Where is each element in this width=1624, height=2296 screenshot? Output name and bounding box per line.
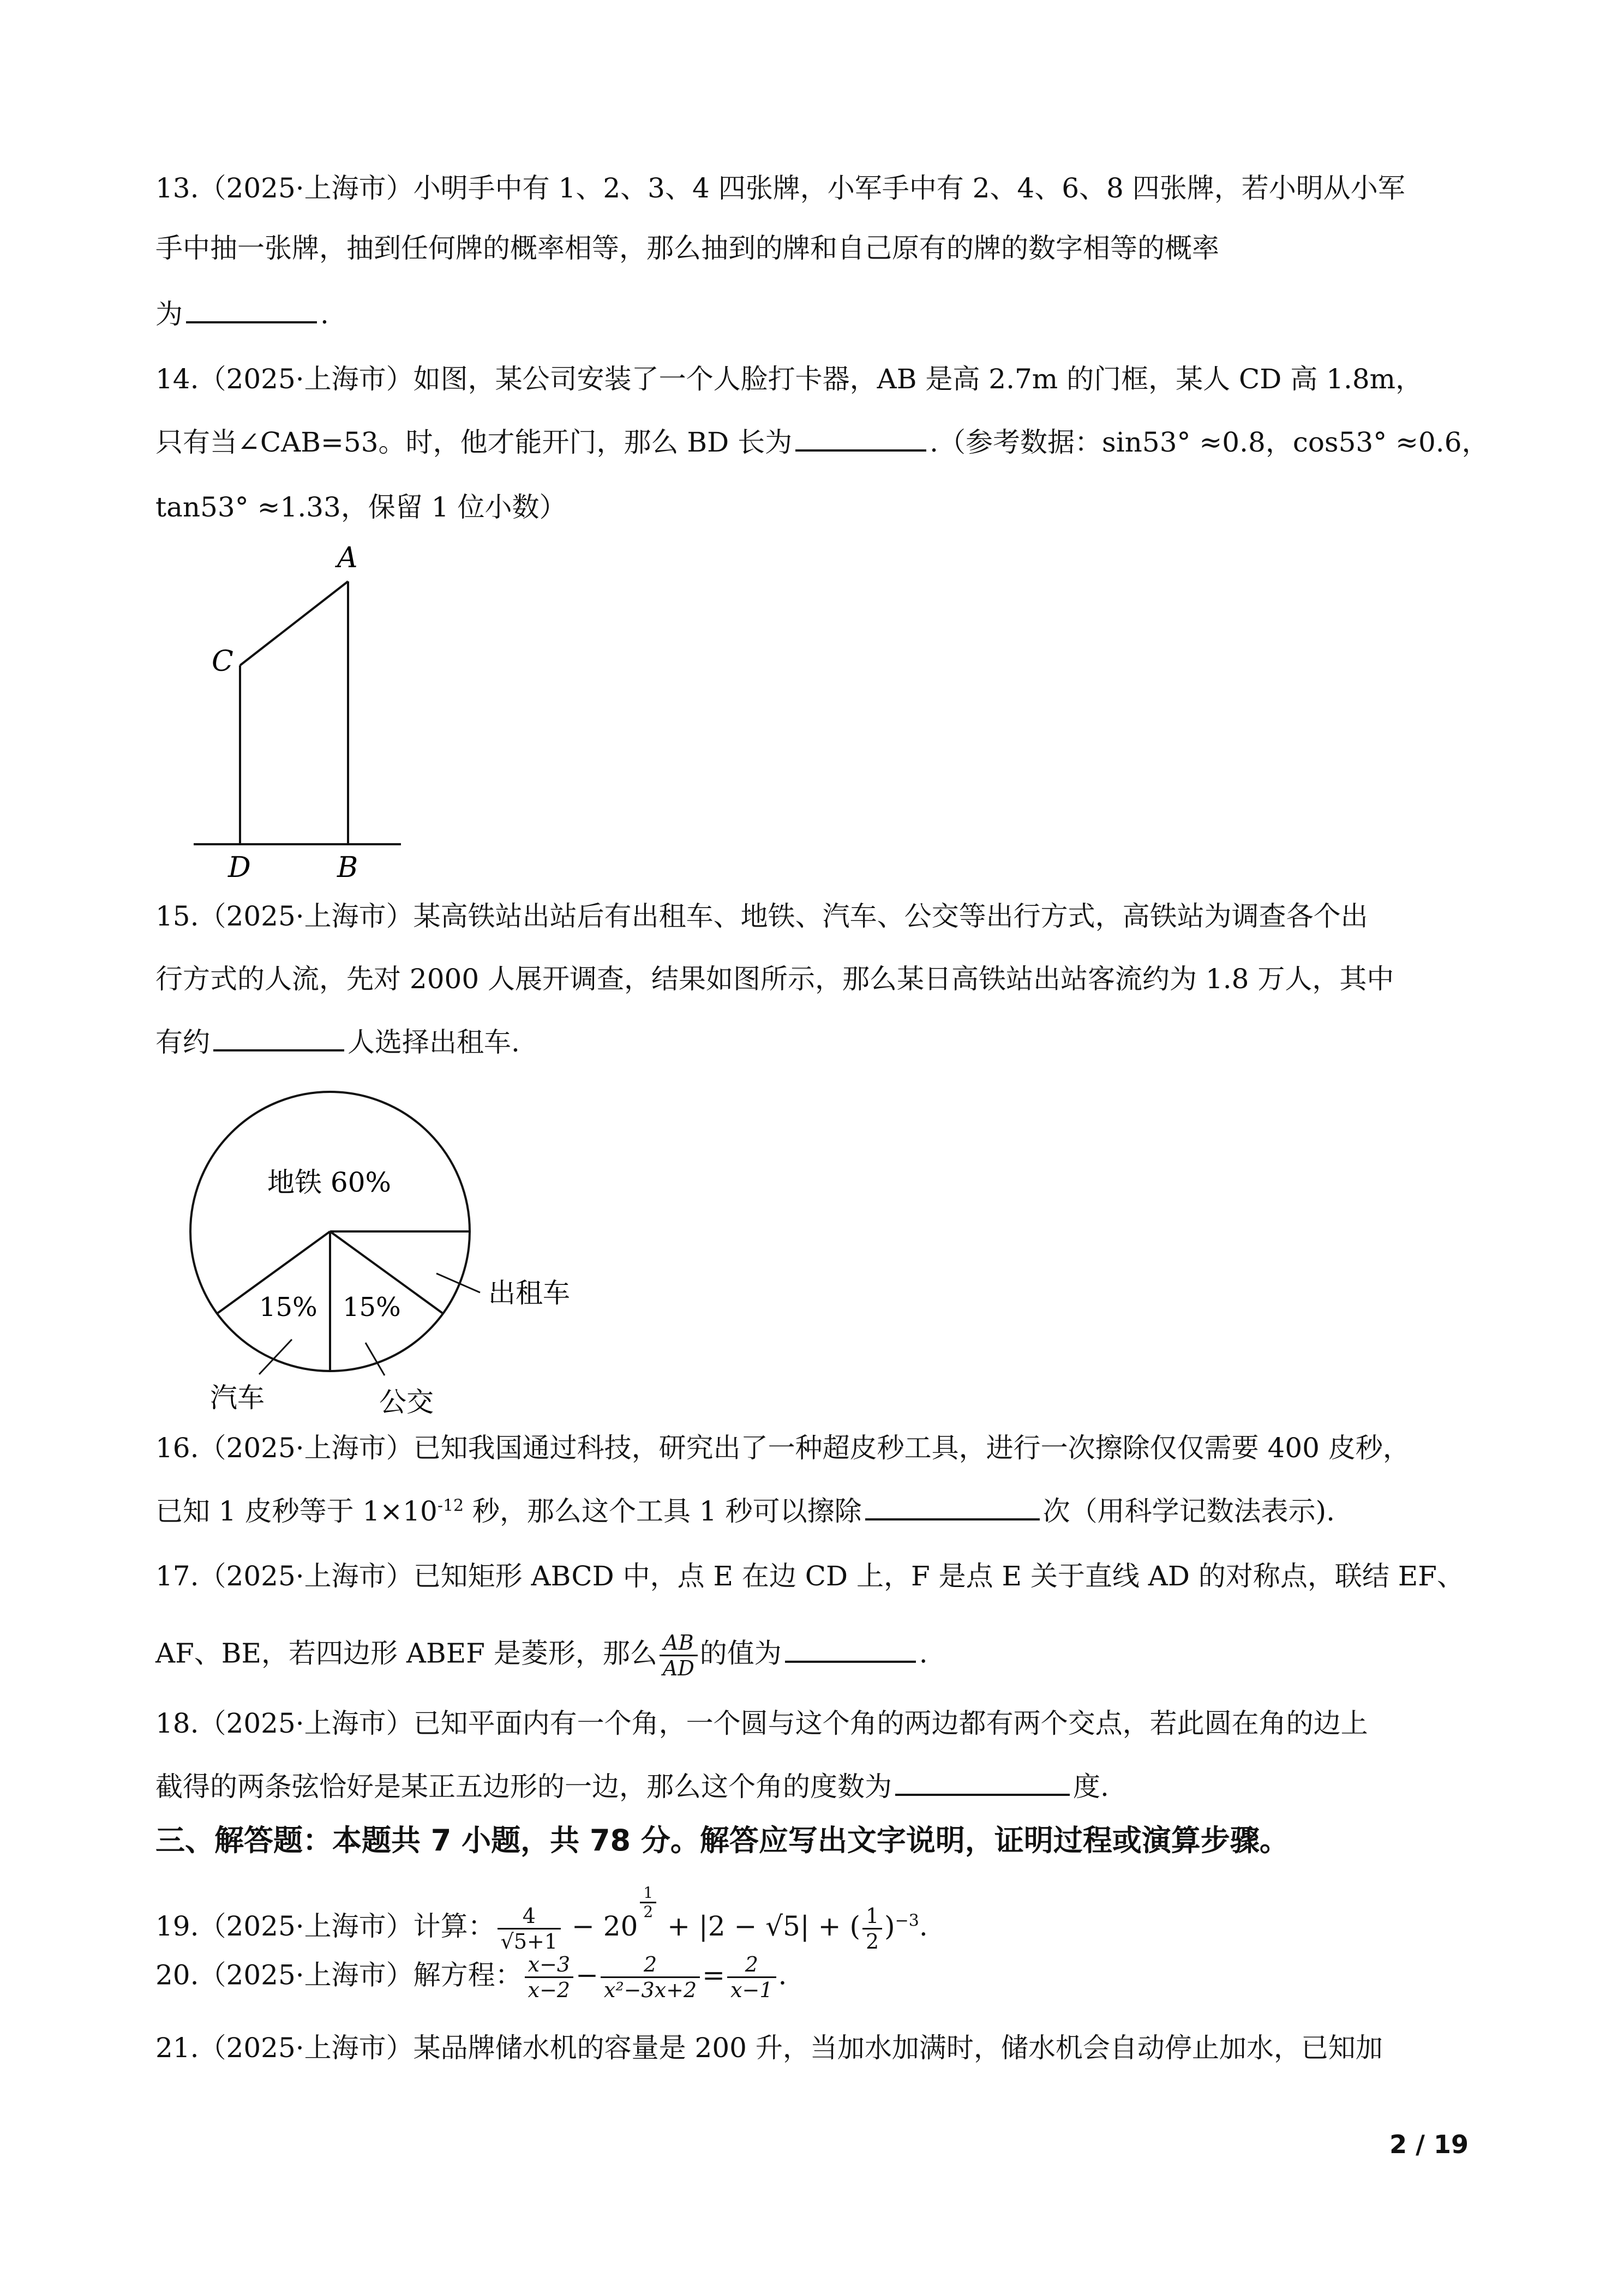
q17-frac-num: AB (660, 1631, 698, 1656)
q13-line-3 (155, 297, 329, 330)
q18-line-2-pre: 截得的两条弦恰好是某正五边形的一边，那么这个角的度数为 (155, 1771, 892, 1802)
q19-exp-den: 2 (643, 1903, 654, 1921)
q19-prefix: 19.（2025·上海市）计算： (155, 1910, 495, 1942)
q20-f2-num: 2 (601, 1952, 700, 1978)
q19-exponent-fraction (640, 1884, 656, 1921)
label-b: B (337, 851, 358, 883)
q16-line-2-pre: 已知 1 皮秒等于 1×10 (155, 1495, 438, 1527)
q20-fraction-3 (727, 1952, 776, 2002)
callout-line-car (259, 1339, 292, 1374)
slice-label-car: 15% (259, 1292, 317, 1323)
q13-line-3-pre: 为 (155, 298, 183, 330)
travel-mode-pie-chart (185, 1085, 600, 1423)
q18-line-2 (155, 1770, 1109, 1803)
slice-label-subway: 地铁 60% (267, 1167, 392, 1198)
q19-term-3: ) (884, 1910, 895, 1942)
q15-line-1: 15.（2025·上海市）某高铁站出站后有出租车、地铁、汽车、公交等出行方式，高铁站为调查各个出 (155, 900, 1368, 932)
segment-ca (240, 581, 348, 665)
q15-line-2: 行方式的人流，先对 2000 人展开调查，结果如图所示，那么某日高铁站出站客流约为 1.8 万人，其中 (155, 963, 1394, 995)
q19-fraction-1 (498, 1904, 561, 1954)
q20-fraction-2 (601, 1952, 700, 2002)
q19-fraction-2 (862, 1904, 882, 1954)
q15-line-3-pre: 有约 (155, 1026, 210, 1058)
q14-line-2-pre: 只有当∠CAB=53。时，他才能开门，那么 BD 长为 (155, 426, 793, 458)
q19-f1-den: √5+1 (500, 1929, 558, 1954)
q20-f1-num: x−3 (525, 1952, 573, 1978)
callout-car: 汽车 (210, 1382, 265, 1414)
q19-f1-num: 4 (498, 1904, 561, 1930)
q15-line-3-post: 人选择出租车. (347, 1026, 520, 1058)
q19-term-3-exponent: −3 (895, 1911, 919, 1931)
q14-answer-blank (795, 425, 926, 452)
q14-line-3: tan53° ≈1.33，保留 1 位小数） (155, 491, 567, 523)
q20-f1-den: x−2 (528, 1978, 571, 2002)
q16-line-2 (155, 1494, 1335, 1528)
label-a: A (337, 542, 358, 574)
q19-term-2: + |2 − √5| + ( (658, 1910, 860, 1942)
page-number: 2 / 19 (1389, 2130, 1469, 2159)
q19-line (155, 1884, 928, 1954)
q20-minus: − (576, 1959, 599, 1991)
q14-line-2-post: .（参考数据：sin53° ≈0.8，cos53° ≈0.6， (930, 426, 1489, 458)
q16-answer-blank (865, 1494, 1040, 1520)
q18-line-2-post: 度. (1073, 1771, 1109, 1802)
callout-taxi: 出租车 (488, 1277, 570, 1309)
q17-answer-blank (785, 1637, 916, 1663)
q17-line-2 (155, 1631, 928, 1680)
q19-exp-num: 1 (640, 1884, 656, 1903)
q14-door-diagram (185, 540, 415, 883)
q20-end: . (778, 1959, 787, 1991)
q19-f2-num: 1 (862, 1904, 882, 1930)
q18-answer-blank (895, 1770, 1070, 1796)
q13-answer-blank (186, 297, 317, 323)
callout-line-bus (365, 1343, 385, 1375)
section-3-heading: 三、解答题：本题共 7 小题，共 78 分。解答应写出文字说明，证明过程或演算步骤。 (155, 1823, 1289, 1858)
q20-equals: = (702, 1959, 726, 1991)
q15-line-3 (155, 1025, 520, 1059)
q19-f2-den: 2 (865, 1929, 879, 1954)
q20-f3-num: 2 (727, 1952, 776, 1978)
q17-line-2-post: . (919, 1637, 928, 1669)
q19-term-1: − 20 (563, 1910, 638, 1942)
q13-line-1: 13.（2025·上海市）小明手中有 1、2、3、4 四张牌，小军手中有 2、4、6、8 四张牌，若小明从小军 (155, 172, 1405, 204)
q17-line-2-pre: AF、BE，若四边形 ABEF 是菱形，那么 (155, 1637, 657, 1669)
callout-bus: 公交 (379, 1386, 434, 1418)
q15-answer-blank (213, 1025, 344, 1051)
q13-line-2: 手中抽一张牌，抽到任何牌的概率相等，那么抽到的牌和自己原有的牌的数字相等的概率 (155, 232, 1219, 264)
q18-line-1: 18.（2025·上海市）已知平面内有一个角，一个圆与这个角的两边都有两个交点，若此圆在角的边上 (155, 1708, 1368, 1739)
q13-line-3-post: . (320, 298, 329, 330)
q16-exponent: -12 (437, 1496, 464, 1516)
q16-line-1: 16.（2025·上海市）已知我国通过科技，研究出了一种超皮秒工具，进行一次擦除仅仅需要 400 皮秒， (155, 1432, 1410, 1464)
q20-f3-den: x−1 (730, 1978, 773, 2002)
label-d: D (228, 851, 251, 883)
q20-f2-den: x²−3x+2 (604, 1978, 697, 2002)
q17-fraction (660, 1631, 698, 1680)
q17-line-1: 17.（2025·上海市）已知矩形 ABCD 中，点 E 在边 CD 上，F 是点 E 关于直线 AD 的对称点，联结 EF、 (155, 1560, 1464, 1592)
slice-label-bus: 15% (343, 1292, 401, 1323)
label-c: C (212, 645, 233, 678)
q20-prefix: 20.（2025·上海市）解方程： (155, 1959, 523, 1991)
q16-line-2-mid: 秒，那么这个工具 1 秒可以擦除 (464, 1495, 862, 1527)
q20-fraction-1 (525, 1952, 573, 2002)
q17-line-2-mid: 的值为 (699, 1637, 782, 1669)
q21-line-1: 21.（2025·上海市）某品牌储水机的容量是 200 升，当加水加满时，储水机会自动停止加水，已知加 (155, 2032, 1383, 2064)
q17-frac-den: AD (662, 1656, 694, 1680)
q20-line (155, 1952, 787, 2002)
q16-line-2-post: 次（用科学记数法表示). (1042, 1495, 1335, 1527)
q14-line-1: 14.（2025·上海市）如图，某公司安装了一个人脸打卡器，AB 是高 2.7m 的门框，某人 CD 高 1.8m， (155, 363, 1423, 395)
q14-line-2 (155, 425, 1489, 459)
callout-line-taxi (436, 1273, 480, 1293)
q19-end: . (919, 1910, 928, 1942)
